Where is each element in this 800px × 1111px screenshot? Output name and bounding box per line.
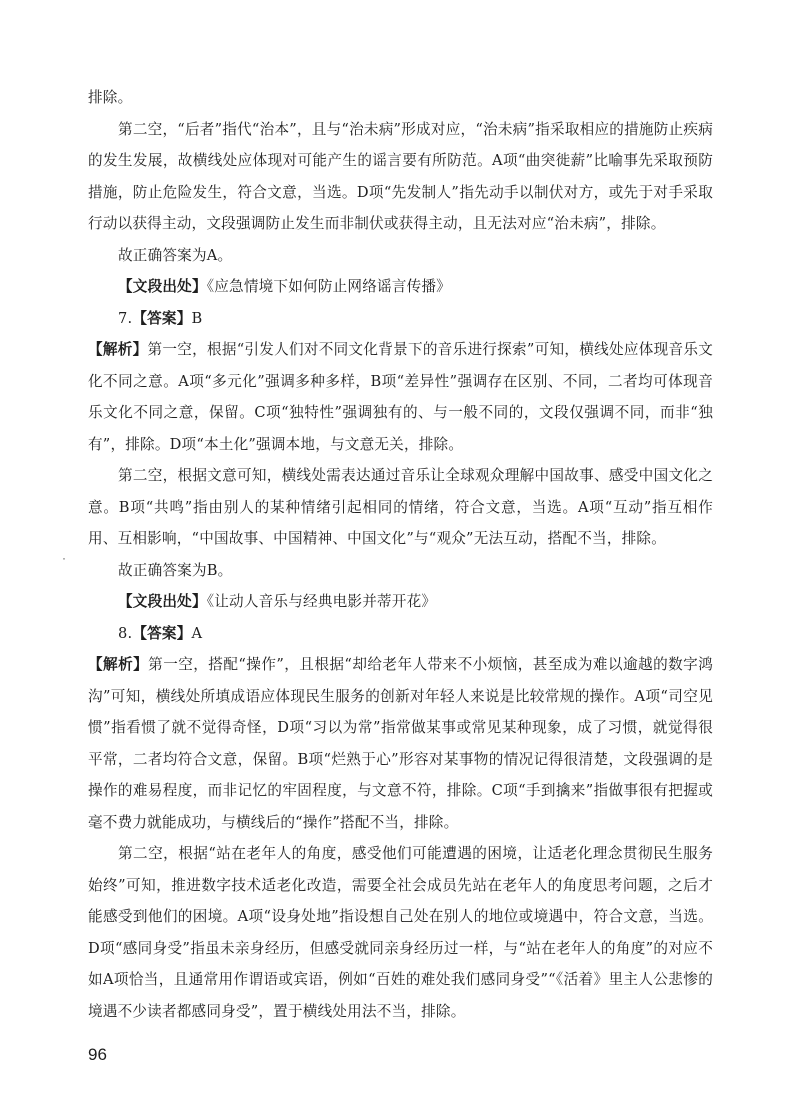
paragraph-p8 — [88, 555, 713, 587]
section-label: 【答案】 — [132, 624, 192, 642]
paragraph-p6 — [88, 334, 713, 460]
paragraph-p3 — [88, 240, 713, 272]
paragraph-text: 第一空，搭配“操作”，且根据“却给老年人带来不小烦恼，甚至成为难以逾越的数字鸿沟”可知，横线处所填成语应体现民生服务的创新对年轻人来说是比较常规的操作。A项“司空见惯”指看惯了就不觉得奇怪，D项“习以为常”指常做某事或常见某种现象，成了习惯，就觉得很平常，二者均符合文意，保留。B项“烂熟于心”形容对某事物的情况记得很清楚，文段强调的是操作的难易程度，而非记忆的牢固程度，与文意不符，排除。C项“手到擒来”指做事很有把握或毫不费力就能成功，与横线后的“操作”搭配不当，排除。 — [88, 656, 713, 831]
paragraph-p2 — [88, 114, 713, 240]
paragraph-p9 — [88, 586, 713, 618]
paragraph-p11 — [88, 649, 713, 838]
paragraph-text: 《让动人音乐与经典电影并蒂开花》 — [206, 593, 437, 610]
paragraph-text: A — [191, 624, 203, 642]
paragraph-p10 — [88, 618, 713, 650]
paragraph-p1 — [88, 82, 713, 114]
page-number: 96 — [88, 1045, 107, 1064]
question-number: 8. — [118, 624, 133, 642]
section-label: 【解析】 — [88, 656, 149, 673]
paragraph-text: 第二空，“后者”指代“治本”，且与“治未病”形成对应，“治未病”指采取相应的措施防止疾病的发生发展，故横线处应体现对可能产生的谣言要有所防范。A项“曲突徙薪”比喻事先采取预防措施，防止危险发生，符合文意，当选。D项“先发制人”指先动手以制伏对方，或先于对手采取行动以获得主动，文段强调防止发生而非制伏或获得主动，且无法对应“治未病”，排除。 — [88, 120, 713, 232]
question-number: 7. — [118, 309, 133, 327]
page-content — [88, 82, 713, 1027]
paragraph-p7 — [88, 460, 713, 555]
section-label: 【文段出处】 — [118, 593, 207, 610]
paragraph-p12 — [88, 838, 713, 1027]
paragraph-text: 故正确答案为B。 — [118, 561, 233, 579]
paragraph-text: 第一空，根据“引发人们对不同文化背景下的音乐进行探索”可知，横线处应体现音乐文化不同之意。A项“多元化”强调多种多样，B项“差异性”强调存在区别、不同，二者均可体现音乐文化不同之意，保留。C项“独特性”强调独有的、与一般不同的，文段仅强调不同，而非“独有”，排除。D项“本土化”强调本地，与文意无关，排除。 — [88, 341, 713, 453]
paragraph-text: 第二空，根据“站在老年人的角度，感受他们可能遭遇的困境，让适老化理念贯彻民生服务始终”可知，推进数字技术适老化改造，需要全社会成员先站在老年人的角度思考问题，之后才能感受到他们的困境。A项“设身处地”指设想自己处在别人的地位或境遇中，符合文意，当选。D项“感同身受”指虽未亲身经历，但感受就同亲身经历过一样，与“站在老年人的角度”的对应不如A项恰当，且通常用作谓语或宾语，例如“百姓的难处我们感同身受”“《活着》里主人公悲惨的境遇不少读者都感同身受”，置于横线处用法不当，排除。 — [88, 845, 713, 1020]
paragraph-text: B — [191, 309, 203, 327]
paragraph-text: 第二空，根据文意可知，横线处需表达通过音乐让全球观众理解中国故事、感受中国文化之意。B项“共鸣”指由别人的某种情绪引起相同的情绪，符合文意，当选。A项“互动”指互相作用、互相影响，“中国故事、中国精神、中国文化”与“观众”无法互动，搭配不当，排除。 — [88, 467, 713, 547]
paragraph-text: 《应急情境下如何防止网络谣言传播》 — [206, 278, 451, 295]
margin-mark: · — [62, 551, 66, 565]
section-label: 【解析】 — [88, 341, 148, 358]
paragraph-text: 排除。 — [88, 89, 133, 106]
paragraph-p5 — [88, 303, 713, 335]
paragraph-p4 — [88, 271, 713, 303]
section-label: 【答案】 — [132, 309, 192, 327]
section-label: 【文段出处】 — [118, 278, 207, 295]
paragraph-text: 故正确答案为A。 — [118, 246, 233, 264]
